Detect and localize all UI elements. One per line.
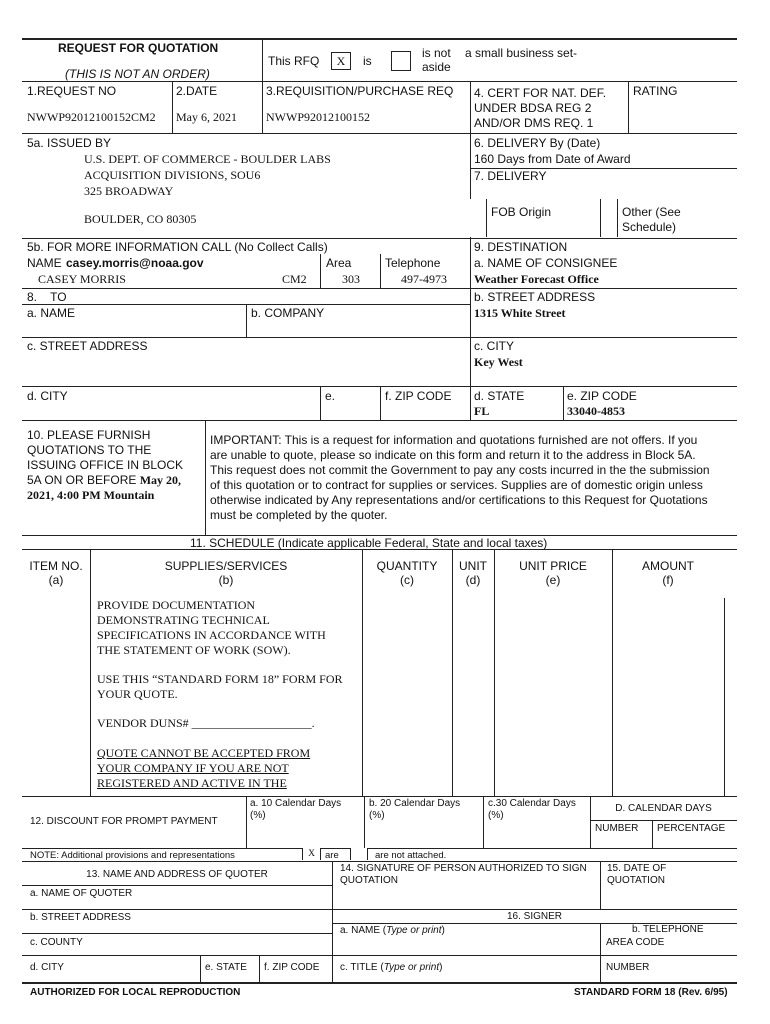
col-item-label: ITEM NO. — [29, 559, 83, 573]
cert-label-1: 4. CERT FOR NAT. DEF. — [474, 86, 607, 100]
important-line-1: IMPORTANT: This is a request for information and quotations furnished are not offers. If you — [210, 433, 698, 447]
quoter-name-label[interactable]: a. NAME OF QUOTER — [30, 888, 133, 899]
contact-email[interactable]: casey.morris@noaa.gov — [66, 256, 204, 270]
number-label[interactable]: NUMBER — [595, 823, 639, 834]
rule — [320, 254, 321, 288]
col-price-sub: (e) — [545, 573, 561, 587]
rule — [246, 304, 247, 337]
rule — [22, 238, 737, 239]
supplies-line: REGISTERED AND ACTIVE IN THE — [97, 776, 287, 790]
rule — [22, 337, 737, 338]
rule — [483, 796, 484, 848]
furnish-line-4-text: 5A ON OR BEFORE — [27, 473, 140, 487]
delivery-date-label: 6. DELIVERY By (Date) — [474, 136, 601, 150]
rule — [22, 133, 737, 134]
fob-origin-checkbox[interactable] — [470, 199, 487, 237]
rule — [600, 923, 601, 982]
quoter-city-label[interactable]: d. CITY — [30, 962, 64, 973]
dest-city-value[interactable]: Key West — [474, 355, 523, 369]
important-line-3: This request does not commit the Government to pay any costs incurred in the the submission — [210, 463, 710, 477]
supplies-line: YOUR COMPANY IF YOU ARE NOT — [97, 761, 289, 775]
col-item-header — [22, 559, 90, 587]
rule — [205, 420, 206, 535]
telephone-value[interactable]: 497-4973 — [401, 272, 447, 286]
form-subtitle: (THIS IS NOT AN ORDER) — [65, 67, 210, 81]
discount-10-label[interactable]: a. 10 Calendar Days — [250, 798, 342, 809]
rule — [628, 81, 629, 133]
requisition-value[interactable]: NWWP92012100152 — [266, 110, 370, 124]
issued-by-line-2: ACQUISITION DIVISIONS, SOU6 — [84, 168, 261, 182]
signer-title: 16. SIGNER — [506, 911, 563, 922]
rule — [172, 81, 173, 133]
discount-label: 12. DISCOUNT FOR PROMPT PAYMENT — [30, 816, 218, 827]
col-amount-header — [612, 559, 724, 587]
request-no-label: 1.REQUEST NO — [27, 84, 117, 98]
signer-area-code-label[interactable]: AREA CODE — [606, 937, 665, 948]
signer-title-label[interactable] — [340, 962, 442, 973]
quoter-title: 13. NAME AND ADDRESS OF QUOTER — [86, 869, 268, 880]
consignee-label: a. NAME OF CONSIGNEE — [474, 256, 618, 270]
col-price-header — [494, 559, 612, 587]
area-value[interactable]: 303 — [342, 272, 360, 286]
col-amount-sub: (f) — [662, 573, 674, 587]
form-title: REQUEST FOR QUOTATION — [58, 41, 219, 55]
fob-origin-label: FOB Origin — [491, 205, 552, 219]
rule — [246, 796, 247, 848]
rule — [380, 386, 381, 420]
are-checkbox[interactable]: X — [302, 848, 321, 860]
rule — [200, 955, 201, 982]
not-attached-checkbox[interactable] — [350, 848, 368, 860]
requisition-label: 3.REQUISITION/PURCHASE REQ — [266, 84, 454, 98]
rule — [563, 386, 564, 420]
contact-code: CM2 — [282, 272, 307, 286]
supplies-paragraph-1 — [97, 598, 326, 658]
other-label-1: Other (See — [622, 205, 681, 219]
to-city-label[interactable]: d. CITY — [27, 389, 68, 403]
rule — [262, 81, 263, 133]
signer-name-hint: Type or print — [386, 925, 442, 936]
supplies-paragraph-2 — [97, 672, 343, 702]
rule — [22, 288, 737, 289]
issued-by-line-4: BOULDER, CO 80305 — [84, 212, 197, 226]
to-company-label[interactable]: b. COMPANY — [251, 306, 325, 320]
rule — [22, 885, 332, 886]
supplies-line: YOUR QUOTE. — [97, 687, 178, 701]
supplies-line: QUOTE CANNOT BE ACCEPTED FROM — [97, 746, 311, 760]
to-name-label[interactable]: a. NAME — [27, 306, 76, 320]
cert-label-3: AND/OR DMS REQ. 1 — [474, 116, 594, 130]
rule — [364, 796, 365, 848]
quoter-street-label[interactable]: b. STREET ADDRESS — [30, 912, 131, 923]
footer-left: AUTHORIZED FOR LOCAL REPRODUCTION — [30, 987, 241, 998]
destination-label: 9. DESTINATION — [474, 240, 568, 254]
rule — [652, 820, 653, 848]
issued-by-label: 5a. ISSUED BY — [27, 136, 112, 150]
discount-30-label[interactable]: c.30 Calendar Days — [488, 798, 576, 809]
col-qty-label: QUANTITY — [376, 559, 438, 573]
supplies-paragraph-4 — [97, 746, 310, 791]
delivery-label: 7. DELIVERY — [474, 169, 547, 183]
col-supplies-sub: (b) — [218, 573, 234, 587]
small-business-label: a small business set- — [465, 46, 578, 60]
rule — [259, 955, 260, 982]
discount-30-pct: (%) — [488, 810, 504, 821]
col-unit-header — [452, 559, 494, 587]
col-qty-sub: (c) — [400, 573, 414, 587]
important-line-2: are unable to quote, please so indicate on this form and return it to the address in Block 5A. — [210, 448, 696, 462]
col-supplies-label: SUPPLIES/SERVICES — [164, 559, 288, 573]
vendor-duns[interactable]: VENDOR DUNS# ____________________. — [97, 716, 315, 730]
rule — [22, 909, 737, 910]
rule — [380, 254, 381, 288]
dest-street-value[interactable]: 1315 White Street — [474, 306, 566, 320]
schedule-title: 11. SCHEDULE (Indicate applicable Federal, State and local taxes) — [190, 536, 548, 550]
more-info-label: 5b. FOR MORE INFORMATION CALL (No Collect Calls) — [27, 240, 328, 254]
signer-name-text: a. NAME ( — [340, 925, 387, 936]
issued-by-line-1: U.S. DEPT. OF COMMERCE - BOULDER LABS — [84, 152, 331, 166]
supplies-line: PROVIDE DOCUMENTATION — [97, 598, 256, 612]
signature-label-1[interactable]: 14. SIGNATURE OF PERSON AUTHORIZED TO SIGN — [340, 863, 587, 874]
is-not-checkbox[interactable] — [391, 51, 411, 71]
supplies-line: DEMONSTRATING TECHNICAL — [97, 613, 270, 627]
col-amount-label: AMOUNT — [642, 559, 694, 573]
quoter-zip-label[interactable]: f. ZIP CODE — [264, 962, 320, 973]
issued-by-line-3: 325 BROADWAY — [84, 184, 174, 198]
dest-state-label: d. STATE — [474, 389, 525, 403]
telephone-label: Telephone — [385, 256, 441, 270]
important-line-4: of this quotation or to contract for supplies or services. Supplies are of domestic origin unless — [210, 478, 703, 492]
cert-label-2: UNDER BDSA REG 2 — [474, 101, 592, 115]
date-value[interactable]: May 6, 2021 — [176, 110, 237, 124]
signer-title-text: c. TITLE ( — [340, 962, 384, 973]
dest-city-label: c. CITY — [474, 339, 515, 353]
to-street-label[interactable]: c. STREET ADDRESS — [27, 339, 148, 353]
rule — [22, 955, 737, 956]
note-text: NOTE: Additional provisions and representations — [30, 850, 235, 861]
col-item-sub: (a) — [48, 573, 64, 587]
this-rfq-label: This RFQ — [268, 54, 320, 68]
signer-telephone-label: b. TELEPHONE — [632, 924, 704, 935]
other-label-2: Schedule) — [622, 220, 677, 234]
dest-zip-label: e. ZIP CODE — [567, 389, 637, 403]
rule — [470, 81, 737, 82]
rule — [22, 848, 737, 849]
furnish-line-3: ISSUING OFFICE IN BLOCK — [27, 458, 184, 472]
signer-name-close: ) — [441, 925, 445, 936]
signer-title-hint: Type or print — [383, 962, 440, 973]
rating-label: RATING — [633, 84, 678, 98]
rule — [22, 861, 737, 862]
furnish-line-1: 10. PLEASE FURNISH — [27, 428, 151, 442]
dest-zip-value[interactable]: 33040-4853 — [567, 404, 625, 418]
rule — [724, 598, 725, 796]
col-unit-sub: (d) — [465, 573, 481, 587]
col-price-label: UNIT PRICE — [519, 559, 587, 573]
rule — [22, 38, 737, 40]
date-label: 2.DATE — [176, 84, 218, 98]
rule — [22, 81, 470, 82]
furnish-line-5: 2021, 4:00 PM Mountain — [27, 488, 155, 502]
supplies-line: SPECIFICATIONS IN ACCORDANCE WITH — [97, 628, 326, 642]
to-e-label[interactable]: e. — [325, 389, 336, 403]
signer-number-label[interactable]: NUMBER — [606, 962, 650, 973]
col-qty-header — [362, 559, 452, 587]
quoter-state-label[interactable]: e. STATE — [205, 962, 247, 973]
important-line-5: otherwise indicated by Any representations and/or certifications to this Request for Quotations — [210, 493, 708, 507]
furnish-line-2: QUOTATIONS TO THE — [27, 443, 152, 457]
due-date: May 20, — [139, 473, 182, 487]
rule — [470, 81, 471, 420]
rule — [22, 796, 737, 797]
furnish-line-4 — [27, 473, 181, 488]
discount-20-label[interactable]: b. 20 Calendar Days — [369, 798, 461, 809]
delivery-date-value[interactable]: 160 Days from Date of Award — [474, 152, 631, 166]
dest-street-label: b. STREET ADDRESS — [474, 290, 596, 304]
name-label: NAME — [27, 256, 62, 270]
aside-label: aside — [422, 60, 451, 74]
col-unit-label: UNIT — [459, 559, 487, 573]
footer-right: STANDARD FORM 18 (Rev. 6/95) — [574, 987, 728, 998]
rule — [600, 861, 601, 909]
area-label: Area — [326, 256, 352, 270]
calendar-days-label: D. CALENDAR DAYS — [615, 803, 712, 814]
supplies-line: USE THIS “STANDARD FORM 18” FORM FOR — [97, 672, 343, 686]
not-attached-label: are not attached. — [375, 850, 447, 861]
request-no-value[interactable]: NWWP92012100152CM2 — [27, 110, 156, 124]
rule — [22, 420, 737, 421]
rule — [320, 386, 321, 420]
is-label: is — [363, 54, 372, 68]
to-zip-label[interactable]: f. ZIP CODE — [385, 389, 452, 403]
discount-10-pct: (%) — [250, 810, 266, 821]
signature-label-2: QUOTATION — [340, 875, 398, 886]
is-checkbox[interactable]: X — [331, 52, 351, 70]
signer-name-label[interactable] — [340, 925, 445, 936]
rule — [22, 933, 332, 934]
discount-20-pct: (%) — [369, 810, 385, 821]
important-line-6: must be completed by the quoter. — [210, 508, 388, 522]
dest-state-value[interactable]: FL — [474, 404, 490, 418]
other-checkbox[interactable] — [600, 199, 618, 237]
rule — [590, 820, 737, 821]
is-not-label: is not — [422, 46, 451, 60]
to-label: 8. TO — [27, 290, 67, 304]
col-supplies-header — [90, 559, 362, 587]
consignee-value[interactable]: Weather Forecast Office — [474, 272, 599, 286]
rule — [22, 982, 737, 984]
quoter-county-label[interactable]: c. COUNTY — [30, 937, 83, 948]
supplies-line: THE STATEMENT OF WORK (SOW). — [97, 643, 291, 657]
quote-date-label-2: QUOTATION — [607, 875, 665, 886]
contact-name[interactable]: CASEY MORRIS — [38, 272, 126, 286]
are-label: are — [325, 850, 339, 861]
rule — [262, 38, 263, 81]
signer-title-close: ) — [439, 962, 443, 973]
percentage-label[interactable]: PERCENTAGE — [657, 823, 726, 834]
quote-date-label-1[interactable]: 15. DATE OF — [607, 863, 667, 874]
